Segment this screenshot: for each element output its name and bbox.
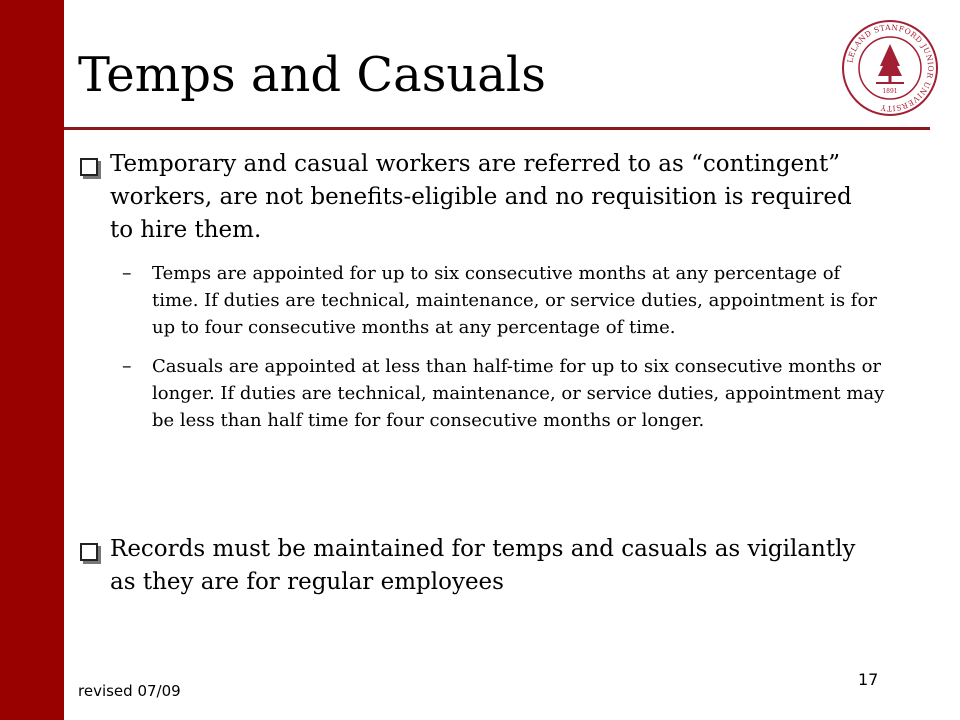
seal-ring-text: LELAND STANFORD JUNIOR UNIVERSITY — [845, 22, 936, 114]
bullet-records — [80, 533, 880, 599]
checkbox-bullet-icon — [80, 158, 98, 176]
sub-bullet-text: Casuals are appointed at less than half-time for up to six consecutive months or longer. If duties are technical, maintenance, or service duties, appointment may be less than half time for four consecutive months or longer. — [152, 356, 885, 431]
page-number: 17 — [858, 670, 879, 689]
sub-bullet-list — [122, 260, 892, 446]
bullet-contingent-workers — [80, 148, 880, 247]
university-seal-icon — [840, 18, 940, 118]
seal-year: 1891 — [882, 88, 898, 95]
sub-bullet-casuals — [122, 353, 892, 434]
dash-bullet-icon: – — [122, 355, 132, 377]
bullet-text: Temporary and casual workers are referred to as “contingent” workers, are not benefits-eligible and no requisition is required to hire them. — [110, 151, 852, 243]
revision-footer: revised 07/09 — [78, 682, 181, 700]
left-accent-band — [0, 0, 64, 720]
slide-title: Temps and Casuals — [78, 47, 546, 103]
dash-bullet-icon: – — [122, 262, 132, 284]
title-divider — [64, 127, 930, 130]
checkbox-bullet-icon — [80, 543, 98, 561]
bullet-text: Records must be maintained for temps and casuals as vigilantly as they are for regular employees — [110, 536, 856, 595]
sub-bullet-temps — [122, 260, 892, 341]
sub-bullet-text: Temps are appointed for up to six consecutive months at any percentage of time. If duties are technical, maintenance, or service duties, appointment is for up to four consecutive months at any percentage of time. — [152, 263, 877, 338]
